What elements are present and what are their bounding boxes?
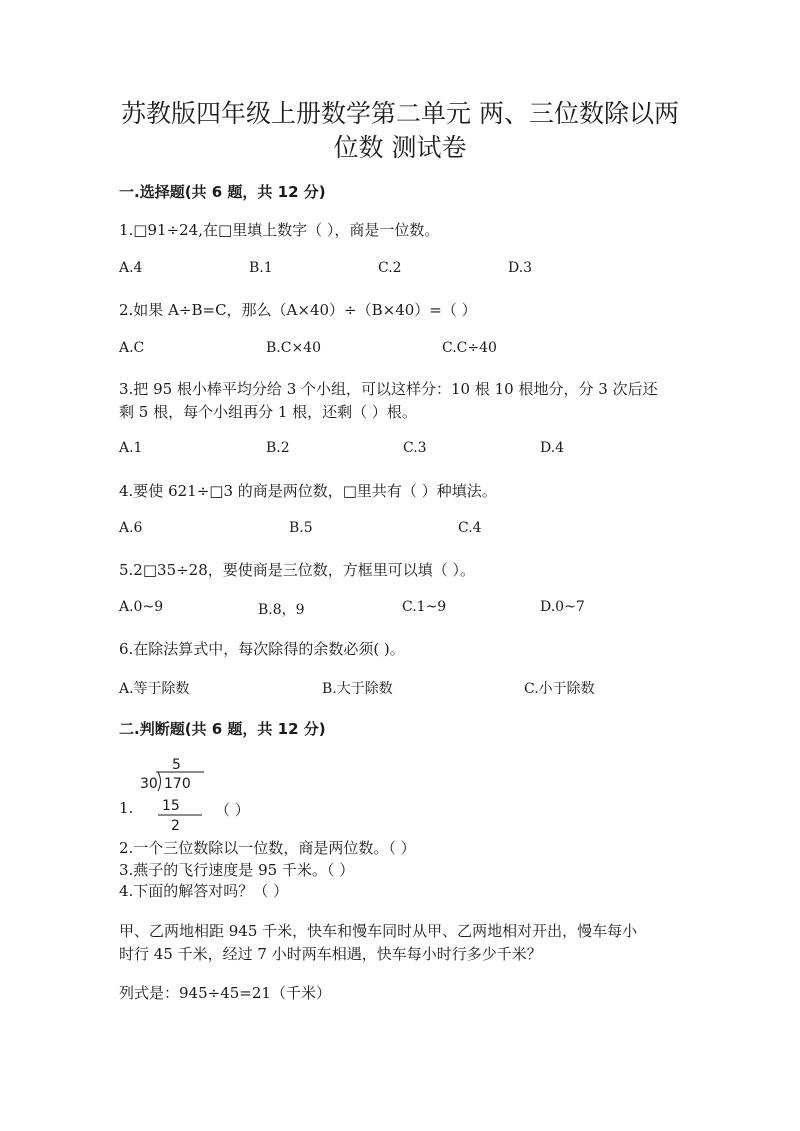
q2-option-b[interactable]: B.C×40: [266, 340, 321, 356]
question-4: 4.要使 621÷□3 的商是两位数，□里共有（ ）种填法。: [119, 482, 497, 500]
q2-option-a[interactable]: A.C: [119, 340, 145, 356]
q6-option-c[interactable]: C.小于除数: [524, 681, 595, 697]
q1-option-a[interactable]: A.4: [119, 260, 143, 276]
q3-option-d[interactable]: D.4: [540, 440, 565, 456]
judge-3: 3.燕子的飞行速度是 95 千米。（ ）: [119, 861, 355, 879]
question-3-line1: 3.把 95 根小棒平均分给 3 个小组，可以这样分：10 根 10 根地分，分 3 次后还: [119, 380, 658, 398]
judge-4: 4.下面的解答对吗？（ ）: [119, 882, 289, 900]
division-dividend: 170: [164, 776, 191, 792]
division-remainder: 2: [171, 818, 180, 834]
question-5: 5.2□35÷28，要使商是三位数，方框里可以填（ ）。: [119, 561, 476, 579]
q5-option-a[interactable]: A.0~9: [119, 599, 164, 615]
q4-option-a[interactable]: A.6: [119, 520, 143, 536]
judge-1-number: 1.: [119, 799, 134, 817]
q3-option-c[interactable]: C.3: [403, 440, 427, 456]
problem-text-line1: 甲、乙两地相距 945 千米，快车和慢车同时从甲、乙两地相对开出，慢车每小: [119, 922, 638, 940]
problem-text-line2: 时行 45 千米，经过 7 小时两车相遇，快车每小时行多少千米？: [119, 945, 542, 963]
q6-option-b[interactable]: B.大于除数: [322, 681, 393, 697]
long-division-figure: [140, 757, 210, 837]
judge-1-answer-paren[interactable]: （ ）: [215, 801, 250, 819]
q1-option-b[interactable]: B.1: [249, 260, 273, 276]
q1-option-c[interactable]: C.2: [378, 260, 402, 276]
q4-option-c[interactable]: C.4: [458, 520, 482, 536]
q3-option-b[interactable]: B.2: [266, 440, 290, 456]
q3-option-a[interactable]: A.1: [119, 440, 143, 456]
q2-option-c[interactable]: C.C÷40: [442, 340, 497, 356]
question-6: 6.在除法算式中，每次除得的余数必须( )。: [119, 640, 405, 658]
q5-option-c[interactable]: C.1~9: [402, 599, 447, 615]
division-divisor: 30: [140, 776, 158, 792]
question-2: 2.如果 A÷B=C，那么（A×40）÷（B×40）=（ ）: [119, 301, 477, 319]
solution-text: 列式是：945÷45=21（千米）: [119, 984, 331, 1002]
division-product: 15: [162, 798, 180, 814]
page-title-line2: 位数 测试卷: [333, 133, 467, 162]
division-quotient: 5: [172, 757, 181, 773]
section-choice-heading: 一.选择题(共 6 题，共 12 分): [119, 183, 326, 201]
section-judge-heading: 二.判断题(共 6 题，共 12 分): [119, 720, 326, 738]
question-1: 1.□91÷24,在□里填上数字（ ），商是一位数。: [119, 221, 440, 239]
judge-2: 2.一个三位数除以一位数，商是两位数。（ ）: [119, 839, 416, 857]
q1-option-d[interactable]: D.3: [508, 260, 533, 276]
q5-option-b[interactable]: B.8，9: [258, 602, 305, 618]
question-3-line2: 剩 5 根，每个小组再分 1 根，还剩（ ）根。: [119, 403, 417, 421]
q5-option-d[interactable]: D.0~7: [540, 599, 585, 615]
q6-option-a[interactable]: A.等于除数: [119, 681, 190, 697]
q4-option-b[interactable]: B.5: [289, 520, 313, 536]
page-title-line1: 苏教版四年级上册数学第二单元 两、三位数除以两: [121, 99, 679, 128]
